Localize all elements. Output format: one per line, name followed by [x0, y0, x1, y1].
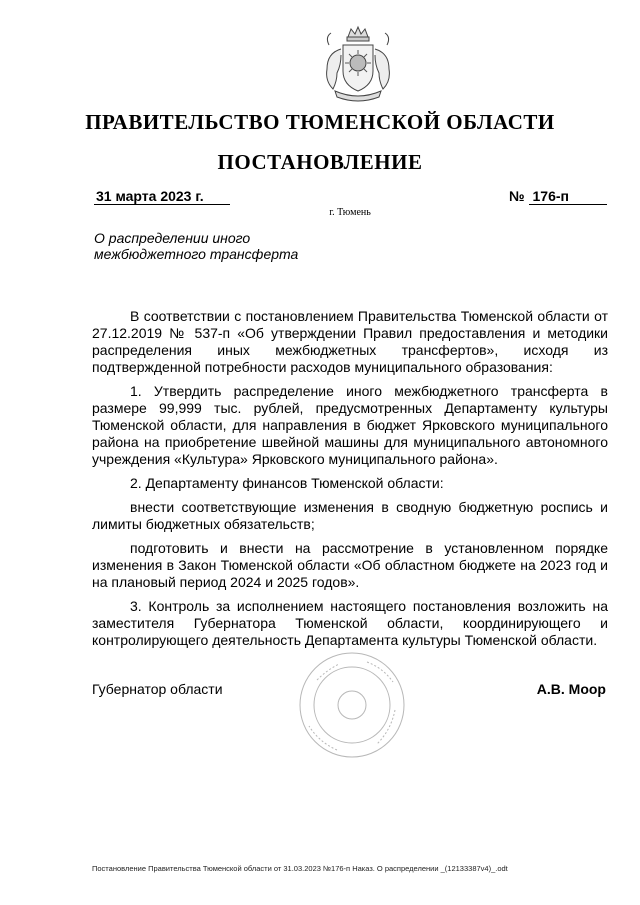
body-paragraph: 2. Департаменту финансов Тюменской области:	[130, 475, 444, 491]
subject-line: межбюджетного трансферта	[94, 246, 299, 262]
body-paragraph: 3. Контроль за исполнением настоящего постановления возложить на заместителя Губернатора Тюменской области, координирующего и контролирующего деятельность Департамента культуры Тюменской области.	[92, 598, 608, 648]
document-type-title: ПОСТАНОВЛЕНИЕ	[217, 150, 423, 174]
city-label: г. Тюмень	[329, 207, 371, 218]
signer-position: Губернатор области	[92, 681, 223, 697]
document-number	[509, 188, 607, 205]
document-body	[92, 308, 608, 649]
body-paragraph: подготовить и внести на рассмотрение в установленном порядке изменения в Закон Тюменской области «Об областном бюджете на 2023 год и на плановый период 2024 и 2025 годов».	[92, 540, 608, 590]
organization-title: ПРАВИТЕЛЬСТВО ТЮМЕНСКОЙ ОБЛАСТИ	[85, 110, 555, 134]
official-seal-icon	[297, 650, 407, 760]
body-paragraph: В соответствии с постановлением Правительства Тюменской области от 27.12.2019 № 537-п «Об утверждении Правил предоставления и методики распределения иных межбюджетных трансфертов», исходя из подтвержденной потребности расходов муниципального образования:	[92, 308, 608, 375]
coat-of-arms-icon	[313, 25, 403, 105]
body-paragraph: 1. Утвердить распределение иного межбюджетного трансферта в размере 99,999 тыс. рублей, предусмотренных Департаменту культуры Тюменской области, для направления в бюджет Ярковского муниципального района на приобретение швейной машины для муниципального автономного учреждения «Культура» Ярковского муниципального района».	[92, 383, 608, 467]
signer-name: А.В. Моор	[536, 681, 606, 697]
number-sign: №	[509, 188, 525, 204]
body-paragraph: внести соответствующие изменения в сводную бюджетную роспись и лимиты бюджетных обязательств;	[92, 499, 608, 532]
document-date: 31 марта 2023 г.	[94, 188, 230, 205]
number-value: 176-п	[529, 188, 607, 205]
subject-line: О распределении иного	[94, 230, 251, 246]
document-footer: Постановление Правительства Тюменской области от 31.03.2023 №176-п Наказ. О распределении _(12133387v4)_.odt	[92, 864, 508, 873]
document-subject	[94, 230, 354, 262]
